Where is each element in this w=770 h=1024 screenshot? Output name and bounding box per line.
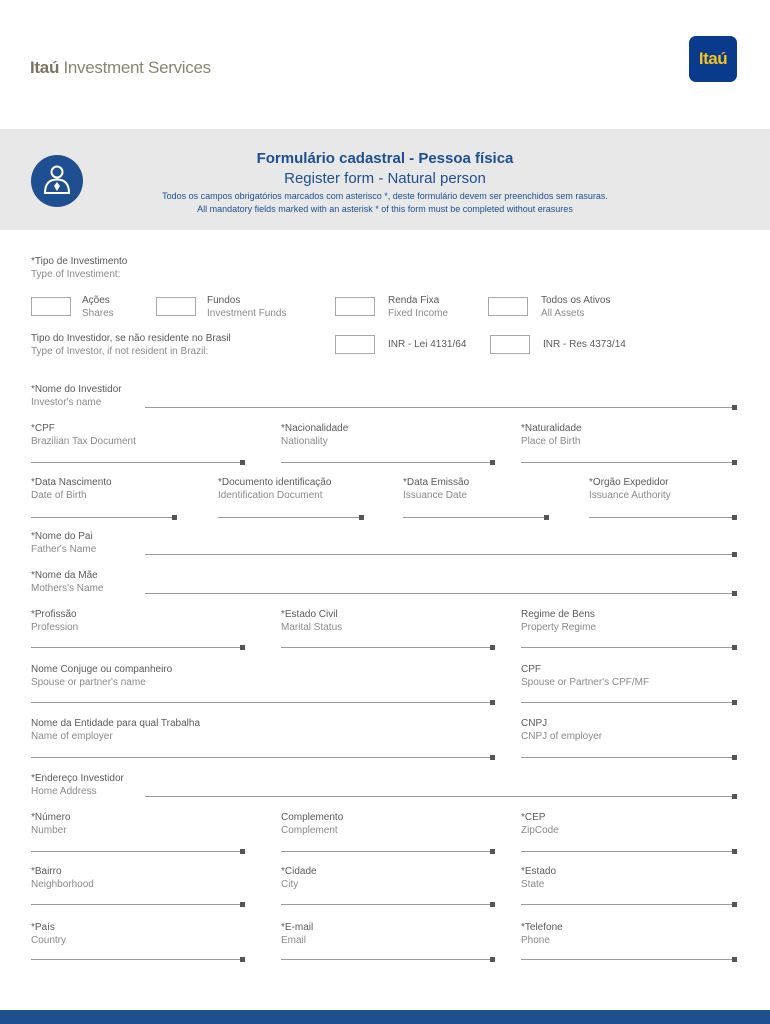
birth-date-label: *Data Nascimento [31,477,112,488]
issuance-date-sub: Issuance Date [403,490,467,501]
zip-sub: ZipCode [521,825,559,836]
investor-name-field[interactable] [145,400,735,408]
investor-name-label: *Nome do Investidor [31,384,122,395]
country-field[interactable] [31,952,243,960]
home-address-sub: Home Address [31,786,97,797]
option-inr-4131-label: INR - Lei 4131/64 [388,339,467,350]
employer-name-field[interactable] [31,750,493,758]
issuing-authority-label: *Orgão Expedidor [589,477,669,488]
neighborhood-label: *Bairro [31,866,62,877]
spouse-cpf-label: CPF [521,664,541,675]
investor-name-sub: Investor's name [31,397,102,408]
neighborhood-sub: Neighborhood [31,879,94,890]
mother-name-label: *Nome da Mãe [31,570,98,581]
country-label: *País [31,922,55,933]
id-document-label: *Documento identificação [218,477,332,488]
profession-field[interactable] [31,640,243,648]
issuing-authority-field[interactable] [589,510,735,518]
phone-label: *Telefone [521,922,563,933]
option-funds-sub: Investment Funds [207,308,287,319]
employer-name-label: Nome da Entidade para qual Trabalha [31,718,201,729]
birthplace-sub: Place of Birth [521,436,581,447]
cpf-label: *CPF [31,423,55,434]
form-note-pt: Todos os campos obrigatórios marcados com asterisco *, deste formulário devem ser preenchidos sem rasuras. [162,191,608,201]
home-address-field[interactable] [145,789,735,797]
state-label: *Estado [521,866,557,877]
option-all-assets-sub: All Assets [541,308,585,319]
state-sub: State [521,879,545,890]
checkbox-inr-4131[interactable] [335,335,375,354]
mother-name-field[interactable] [145,586,735,594]
email-field[interactable] [281,952,493,960]
zip-label: *CEP [521,812,546,823]
home-address-label: *Endereço Investidor [31,773,124,784]
property-regime-label: Regime de Bens [521,609,595,620]
marital-status-sub: Marital Status [281,622,343,633]
phone-sub: Phone [521,935,550,946]
complement-sub: Complement [281,825,338,836]
id-document-sub: Identification Document [218,490,323,501]
issuance-date-label: *Data Emissão [403,477,470,488]
father-name-sub: Father's Name [31,544,97,555]
profession-label: *Profissão [31,609,77,620]
city-sub: City [281,879,299,890]
option-shares-label: Ações [82,295,110,306]
father-name-label: *Nome do Pai [31,531,93,542]
employer-name-sub: Name of employer [31,731,113,742]
spouse-name-sub: Spouse or partner's name [31,677,146,688]
country-sub: Country [31,935,67,946]
property-regime-sub: Property Regime [521,622,597,633]
number-sub: Number [31,825,67,836]
email-label: *E-mail [281,922,314,933]
footer-bar [0,1010,770,1024]
marital-status-field[interactable] [281,640,493,648]
nationality-field[interactable] [281,455,493,463]
option-all-assets-label: Todos os Ativos [541,295,611,306]
nationality-sub: Nationality [281,436,328,447]
itau-logo: Itaú [689,36,737,82]
nationality-label: *Nacionalidade [281,423,349,434]
father-name-field[interactable] [145,547,735,555]
investor-type-label: Tipo do Investidor, se não residente no Brasil [31,333,231,344]
mother-name-sub: Mothers's Name [31,583,104,594]
city-field[interactable] [281,897,493,905]
investment-type-sub: Type of Investiment: [31,269,121,280]
marital-status-label: *Estado Civil [281,609,338,620]
employer-cnpj-field[interactable] [521,750,735,758]
option-inr-4373-label: INR - Res 4373/14 [543,339,626,350]
number-field[interactable] [31,844,243,852]
spouse-cpf-field[interactable] [521,695,735,703]
birth-date-field[interactable] [31,510,175,518]
city-label: *Cidade [281,866,317,877]
birthplace-field[interactable] [521,455,735,463]
option-funds-label: Fundos [207,295,241,306]
email-sub: Email [281,935,307,946]
form-note-en: All mandatory fields marked with an asterisk * of this form must be completed without erasures [197,204,573,214]
option-fixed-income-sub: Fixed Income [388,308,449,319]
id-document-field[interactable] [218,510,362,518]
spouse-name-label: Nome Conjuge ou companheiro [31,664,173,675]
investment-type-label: *Tipo de Investimento [31,256,128,267]
cpf-field[interactable] [31,455,243,463]
number-label: *Número [31,812,71,823]
profession-sub: Profession [31,622,79,633]
checkbox-fixed-income[interactable] [335,297,375,316]
checkbox-shares[interactable] [31,297,71,316]
checkbox-all-assets[interactable] [488,297,528,316]
option-fixed-income-label: Renda Fixa [388,295,440,306]
property-regime-field[interactable] [521,640,735,648]
state-field[interactable] [521,897,735,905]
checkbox-funds[interactable] [156,297,196,316]
zip-field[interactable] [521,844,735,852]
issuance-date-field[interactable] [403,510,547,518]
form-title-en: Register form - Natural person [284,170,486,187]
investor-type-sub: Type of Investor, if not resident in Brazil: [31,346,209,357]
brand-wordmark: Itaú Investment Services [30,58,211,77]
employer-cnpj-label: CNPJ [521,718,548,729]
complement-field[interactable] [281,844,493,852]
issuing-authority-sub: Issuance Authority [589,490,671,501]
checkbox-inr-4373[interactable] [490,335,530,354]
complement-label: Complemento [281,812,344,823]
phone-field[interactable] [521,952,735,960]
neighborhood-field[interactable] [31,897,243,905]
form-title-pt: Formulário cadastral - Pessoa física [256,150,514,167]
employer-cnpj-sub: CNPJ of employer [521,731,603,742]
spouse-cpf-sub: Spouse or Partner's CPF/MF [521,677,650,688]
option-shares-sub: Shares [82,308,114,319]
birth-date-sub: Date of Birth [31,490,87,501]
cpf-sub: Brazilian Tax Document [31,436,136,447]
birthplace-label: *Naturalidade [521,423,582,434]
spouse-name-field[interactable] [31,695,493,703]
